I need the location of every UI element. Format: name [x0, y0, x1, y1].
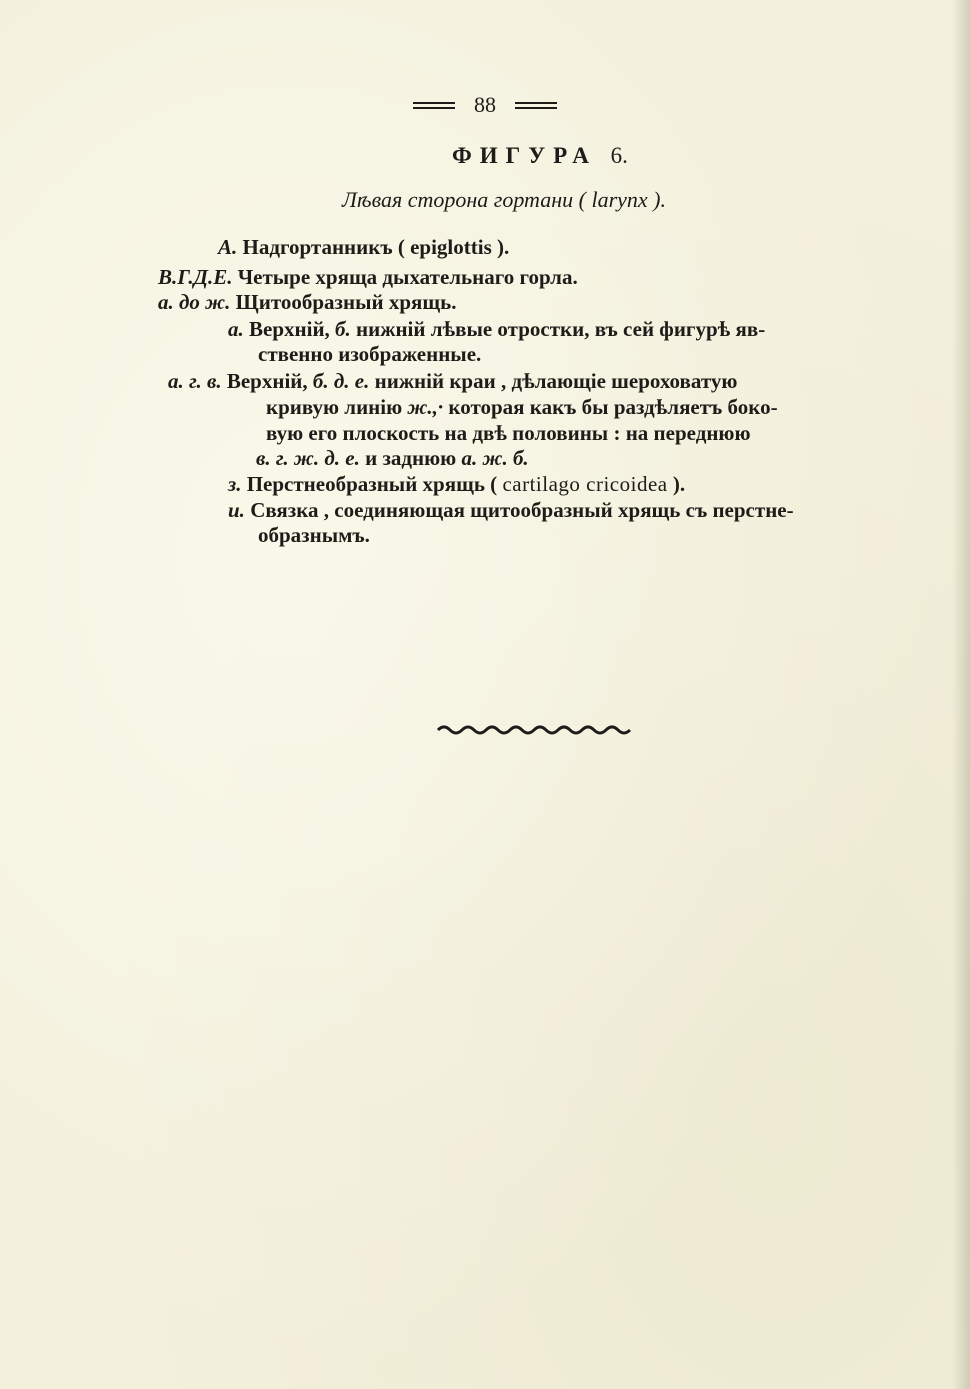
entry-text: Четыре хряща дыхательнаго горла. — [237, 265, 578, 289]
entry-text: Верхній, — [249, 317, 330, 341]
legend-entry — [158, 264, 578, 290]
legend-entry — [168, 368, 737, 394]
entry-text: Надгортанникъ ( epiglottis ). — [242, 235, 510, 259]
entry-text: и заднюю — [365, 446, 457, 470]
legend-entry-continuation — [258, 341, 481, 367]
legend-entry-continuation — [266, 420, 751, 446]
legend-entry — [228, 316, 765, 342]
legend-entry-continuation — [256, 445, 529, 471]
entry-label: а. ж. б. — [461, 446, 529, 470]
entry-label: а. — [228, 317, 244, 341]
entry-text: Перстнеобразный хрящь ( — [246, 472, 498, 496]
entry-text: которая какъ бы раздѣляетъ боко- — [448, 395, 778, 419]
latin-term: cartilago cricoidea — [502, 472, 668, 496]
figure-title-word: ФИГУРА — [452, 143, 597, 168]
header-rule-right — [515, 102, 557, 109]
entry-label: б. д. е. — [312, 369, 370, 393]
ornamental-divider — [436, 720, 636, 740]
page-header — [0, 92, 970, 118]
entry-text: Щитообразный хрящь. — [235, 290, 457, 314]
entry-text: кривую линію — [266, 395, 403, 419]
entry-text: ственно изображенные. — [258, 342, 482, 366]
header-rule-left — [413, 102, 455, 109]
entry-text: нижній лѣвые отростки, въ сей фигурѣ яв- — [356, 317, 766, 341]
entry-text: Верхній, — [226, 369, 308, 393]
entry-label: з. — [228, 472, 242, 496]
entry-label: А. — [218, 235, 238, 259]
entry-label: а. до ж. — [158, 290, 231, 314]
entry-text: вую его плоскость на двѣ половины : на переднюю — [266, 421, 751, 445]
legend-entry — [218, 234, 509, 260]
legend-entry — [228, 497, 794, 523]
entry-text: образнымъ. — [258, 523, 370, 547]
figure-subtitle: Лѣвая сторона гортани ( larynx ). — [342, 187, 666, 212]
entry-text: Связка , соединяющая щитообразный хрящь съ перстне- — [250, 498, 794, 522]
entry-label: а. г. в. — [168, 369, 222, 393]
entry-label: В.Г.Д.Е. — [158, 265, 233, 289]
legend-entry-continuation — [266, 394, 778, 420]
entry-label: ж.,· — [407, 395, 444, 419]
legend-entry — [228, 471, 685, 497]
entry-text: ). — [672, 472, 686, 496]
entry-label: б. — [335, 317, 351, 341]
divider-wave-line — [438, 727, 630, 733]
entry-text: нижній краи , дѣлающіе шероховатую — [374, 369, 738, 393]
figure-title — [452, 143, 628, 169]
legend-entry — [158, 289, 456, 315]
entry-label: и. — [228, 498, 245, 522]
page-number: 88 — [474, 92, 496, 117]
page-edge-shadow — [952, 0, 970, 1389]
entry-label: в. г. ж. д. е. — [256, 446, 360, 470]
legend-entry-continuation — [258, 522, 370, 548]
figure-number: 6. — [610, 143, 628, 168]
